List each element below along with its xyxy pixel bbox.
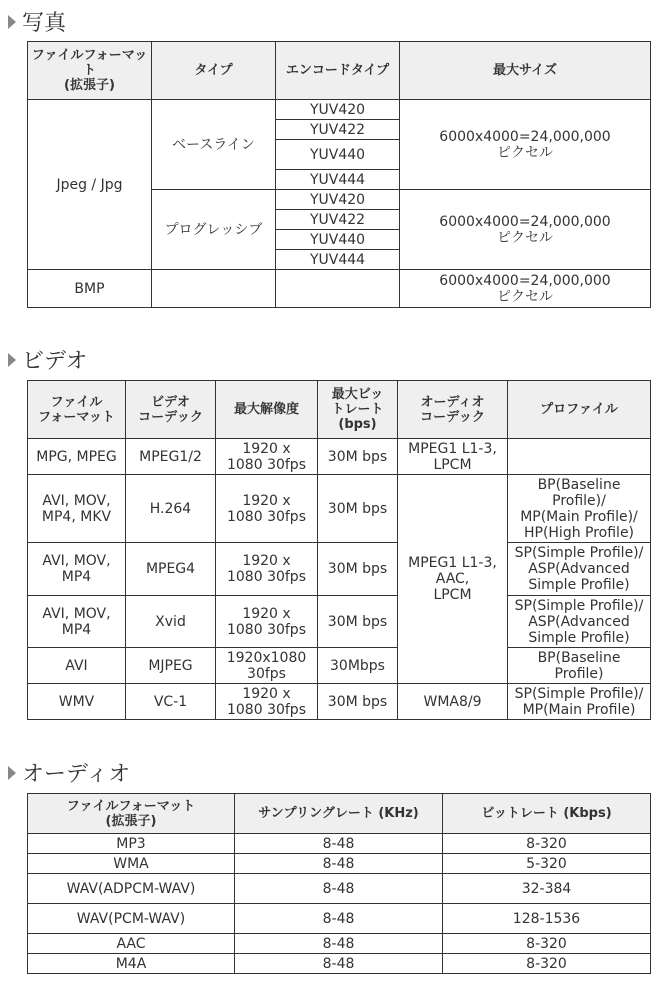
bitrate-cell: 30M bps <box>318 684 398 720</box>
codec-cell: VC-1 <box>126 684 216 720</box>
audio-table <box>27 793 651 974</box>
progressive-type-cell: プログレッシブ <box>152 190 276 270</box>
audio-heading <box>8 757 130 788</box>
rate-cell: 8-48 <box>235 834 443 854</box>
header-bitrate: ビットレート (Kbps) <box>443 794 651 834</box>
format-cell: M4A <box>28 954 235 974</box>
max-size-cell: 6000x4000=24,000,000 ピクセル <box>400 190 651 270</box>
format-cell: AVI, MOV, MP4 <box>28 596 126 648</box>
empty-cell <box>276 270 400 308</box>
header-file-format: ファイル フォーマット <box>28 381 126 439</box>
encode-cell: YUV420 <box>276 100 400 120</box>
rate-cell: 8-48 <box>235 874 443 904</box>
profile-cell: SP(Simple Profile)/ ASP(Advanced Simple Profile) <box>508 543 651 596</box>
header-profile: プロファイル <box>508 381 651 439</box>
format-cell: AVI, MOV, MP4 <box>28 543 126 596</box>
audio-title: オーディオ <box>22 762 131 787</box>
bitrate-cell: 30M bps <box>318 439 398 475</box>
format-cell: WAV(PCM-WAV) <box>28 904 235 934</box>
format-cell: AVI <box>28 648 126 684</box>
bitrate-cell: 30Mbps <box>318 648 398 684</box>
table-row <box>28 874 651 904</box>
video-title: ビデオ <box>22 349 88 374</box>
bitrate-cell: 128-1536 <box>443 904 651 934</box>
table-row <box>28 475 651 543</box>
bitrate-cell: 5-320 <box>443 854 651 874</box>
resolution-cell: 1920x1080 30fps <box>216 648 318 684</box>
header-sampling-rate: サンプリングレート (KHz) <box>235 794 443 834</box>
empty-cell <box>152 270 276 308</box>
rate-cell: 8-48 <box>235 954 443 974</box>
format-cell: MP3 <box>28 834 235 854</box>
bitrate-cell: 32-384 <box>443 874 651 904</box>
triangle-bullet-icon <box>8 766 16 780</box>
header-encode-type: エンコードタイプ <box>276 42 400 100</box>
encode-cell: YUV422 <box>276 210 400 230</box>
profile-cell: BP(Baseline Profile)/ MP(Main Profile)/ HP(High Profile) <box>508 475 651 543</box>
bitrate-cell: 8-320 <box>443 934 651 954</box>
table-row <box>28 596 651 648</box>
format-cell: WMA <box>28 854 235 874</box>
table-row <box>28 934 651 954</box>
triangle-bullet-icon <box>8 15 16 29</box>
bitrate-cell: 30M bps <box>318 596 398 648</box>
header-file-format: ファイルフォーマット (拡張子) <box>28 42 152 100</box>
audio-header-row <box>28 794 651 834</box>
encode-cell: YUV420 <box>276 190 400 210</box>
format-cell: WMV <box>28 684 126 720</box>
audio-codec-cell: MPEG1 L1-3, LPCM <box>398 439 508 475</box>
profile-cell: SP(Simple Profile)/ ASP(Advanced Simple Profile) <box>508 596 651 648</box>
resolution-cell: 1920 x 1080 30fps <box>216 596 318 648</box>
photo-table <box>27 41 651 308</box>
codec-cell: MJPEG <box>126 648 216 684</box>
header-max-resolution: 最大解像度 <box>216 381 318 439</box>
rate-cell: 8-48 <box>235 904 443 934</box>
table-row <box>28 954 651 974</box>
format-cell: AVI, MOV, MP4, MKV <box>28 475 126 543</box>
header-file-format: ファイルフォーマット (拡張子) <box>28 794 235 834</box>
max-size-cell: 6000x4000=24,000,000 ピクセル <box>400 270 651 308</box>
encode-cell: YUV422 <box>276 120 400 140</box>
resolution-cell: 1920 x 1080 30fps <box>216 439 318 475</box>
format-cell: MPG, MPEG <box>28 439 126 475</box>
resolution-cell: 1920 x 1080 30fps <box>216 475 318 543</box>
bitrate-cell: 30M bps <box>318 475 398 543</box>
audio-codec-cell: WMA8/9 <box>398 684 508 720</box>
photo-heading <box>8 6 66 37</box>
table-row <box>28 854 651 874</box>
bitrate-cell: 8-320 <box>443 954 651 974</box>
video-table <box>27 380 651 720</box>
max-size-cell: 6000x4000=24,000,000 ピクセル <box>400 100 651 190</box>
table-row <box>28 648 651 684</box>
header-audio-codec: オーディオ コーデック <box>398 381 508 439</box>
table-row <box>28 439 651 475</box>
bitrate-cell: 30M bps <box>318 543 398 596</box>
rate-cell: 8-48 <box>235 854 443 874</box>
bmp-format-cell: BMP <box>28 270 152 308</box>
photo-header-row <box>28 42 651 100</box>
rate-cell: 8-48 <box>235 934 443 954</box>
codec-cell: Xvid <box>126 596 216 648</box>
profile-cell: SP(Simple Profile)/ MP(Main Profile) <box>508 684 651 720</box>
encode-cell: YUV440 <box>276 230 400 250</box>
table-row <box>28 543 651 596</box>
baseline-type-cell: ベースライン <box>152 100 276 190</box>
header-video-codec: ビデオ コーデック <box>126 381 216 439</box>
profile-cell <box>508 439 651 475</box>
resolution-cell: 1920 x 1080 30fps <box>216 684 318 720</box>
format-cell: WAV(ADPCM-WAV) <box>28 874 235 904</box>
header-max-bitrate: 最大ビッ トレート (bps) <box>318 381 398 439</box>
codec-cell: MPEG4 <box>126 543 216 596</box>
encode-cell: YUV444 <box>276 250 400 270</box>
triangle-bullet-icon <box>8 353 16 367</box>
codec-cell: MPEG1/2 <box>126 439 216 475</box>
profile-cell: BP(Baseline Profile) <box>508 648 651 684</box>
encode-cell: YUV440 <box>276 140 400 170</box>
table-row <box>28 904 651 934</box>
photo-title: 写真 <box>22 11 67 36</box>
video-header-row <box>28 381 651 439</box>
encode-cell: YUV444 <box>276 170 400 190</box>
table-row <box>28 684 651 720</box>
jpeg-format-cell: Jpeg / Jpg <box>28 100 152 270</box>
header-max-size: 最大サイズ <box>400 42 651 100</box>
resolution-cell: 1920 x 1080 30fps <box>216 543 318 596</box>
shared-audio-codec-cell: MPEG1 L1-3, AAC, LPCM <box>398 475 508 684</box>
table-row <box>28 270 651 308</box>
table-row <box>28 100 651 120</box>
header-type: タイプ <box>152 42 276 100</box>
codec-cell: H.264 <box>126 475 216 543</box>
bitrate-cell: 8-320 <box>443 834 651 854</box>
table-row <box>28 834 651 854</box>
video-heading <box>8 344 88 375</box>
format-cell: AAC <box>28 934 235 954</box>
